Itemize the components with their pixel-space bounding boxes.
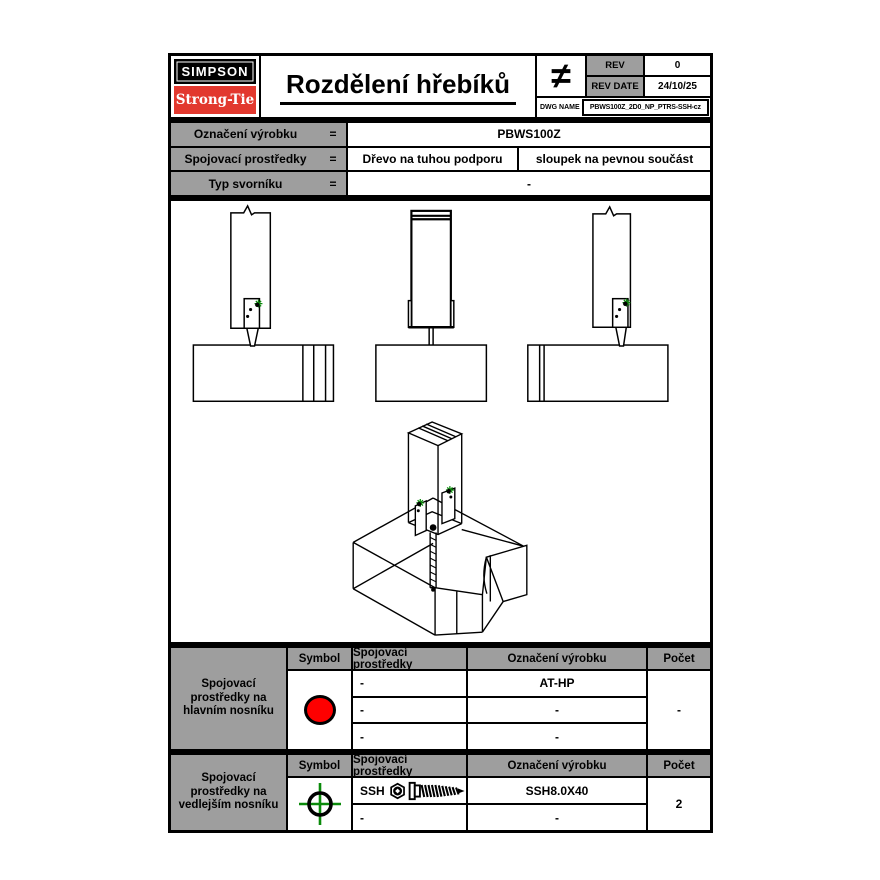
t1-product-cell: - <box>468 724 646 749</box>
t1-row-label: Spojovací prostředky na hlavním nosníku <box>171 648 286 749</box>
t1-product-cell: AT-HP <box>468 671 646 696</box>
secondary-fastener-symbol-cell <box>288 778 351 830</box>
dwg-name-label: DWG NAME <box>540 104 580 111</box>
t2-product-cell: SSH8.0X40 <box>468 778 646 803</box>
t1-fastener-cell: - <box>353 724 466 749</box>
screw-icon <box>389 780 466 802</box>
dwg-name-row <box>537 98 710 117</box>
simpson-strongtie-logo <box>171 56 259 117</box>
dwg-name-value: PBWS100Z_2D0_NP_PTRS-SSH-cz <box>582 99 709 116</box>
secondary-member-fastener-table <box>168 752 713 833</box>
t2-fastener-cell: - <box>353 805 466 830</box>
info-row-fasteners-label: Spojovací prostředky = <box>171 148 346 171</box>
drawing-views-area <box>168 198 713 645</box>
t1-header-product: Označení výrobku <box>468 648 646 669</box>
main-member-fastener-table <box>168 645 713 752</box>
t1-fastener-cell: - <box>353 671 466 696</box>
logo-strongtie: Strong-Tie <box>174 86 256 114</box>
info-row-bolt-label: Typ svorníku = <box>171 172 346 195</box>
front-elevation-view <box>376 211 486 401</box>
t1-header-count: Počet <box>648 648 710 669</box>
t1-count-cell: - <box>648 671 710 749</box>
t2-product-cell: - <box>468 805 646 830</box>
technical-drawing <box>171 201 710 642</box>
product-info-table <box>168 120 713 198</box>
info-row-fasteners-value-b: sloupek na pevnou součást <box>519 148 710 171</box>
revision-block <box>537 56 710 117</box>
isometric-view <box>353 422 527 635</box>
info-row-bolt-value: - <box>348 172 710 195</box>
rev-date-label: REV DATE <box>587 77 643 96</box>
ssh-label: SSH <box>360 783 385 798</box>
not-equal-icon: ≠ <box>537 56 585 96</box>
right-elevation-view <box>528 207 668 401</box>
t1-header-fastener: Spojovací prostředky <box>353 648 466 669</box>
sheet-title-text: Rozdělení hřebíků <box>280 69 516 105</box>
info-row-product-value: PBWS100Z <box>348 123 710 146</box>
rev-label: REV <box>587 56 643 75</box>
title-block <box>168 53 713 120</box>
drawing-sheet <box>168 53 713 833</box>
left-elevation-view <box>193 206 333 401</box>
rev-value: 0 <box>645 56 710 75</box>
t2-header-symbol: Symbol <box>288 755 351 776</box>
rev-date-value: 24/10/25 <box>645 77 710 96</box>
t1-header-symbol: Symbol <box>288 648 351 669</box>
logo-simpson: SIMPSON <box>174 59 256 84</box>
info-row-product-label: Označení výrobku = <box>171 123 346 146</box>
t1-fastener-cell: - <box>353 698 466 723</box>
sheet-title <box>261 56 535 117</box>
t2-fastener-cell <box>353 778 466 803</box>
t2-header-count: Počet <box>648 755 710 776</box>
t2-count-cell: 2 <box>648 778 710 830</box>
crosshair-icon <box>297 781 343 827</box>
t2-row-label: Spojovací prostředky na vedlejším nosníku <box>171 755 286 830</box>
fastener-marker-icons <box>255 299 631 507</box>
t1-product-cell: - <box>468 698 646 723</box>
info-row-fasteners-value-a: Dřevo na tuhou podporu <box>348 148 517 171</box>
t2-header-product: Označení výrobku <box>468 755 646 776</box>
main-fastener-symbol-cell <box>288 671 351 749</box>
red-circle-icon <box>304 695 336 725</box>
t2-header-fastener: Spojovací prostředky <box>353 755 466 776</box>
